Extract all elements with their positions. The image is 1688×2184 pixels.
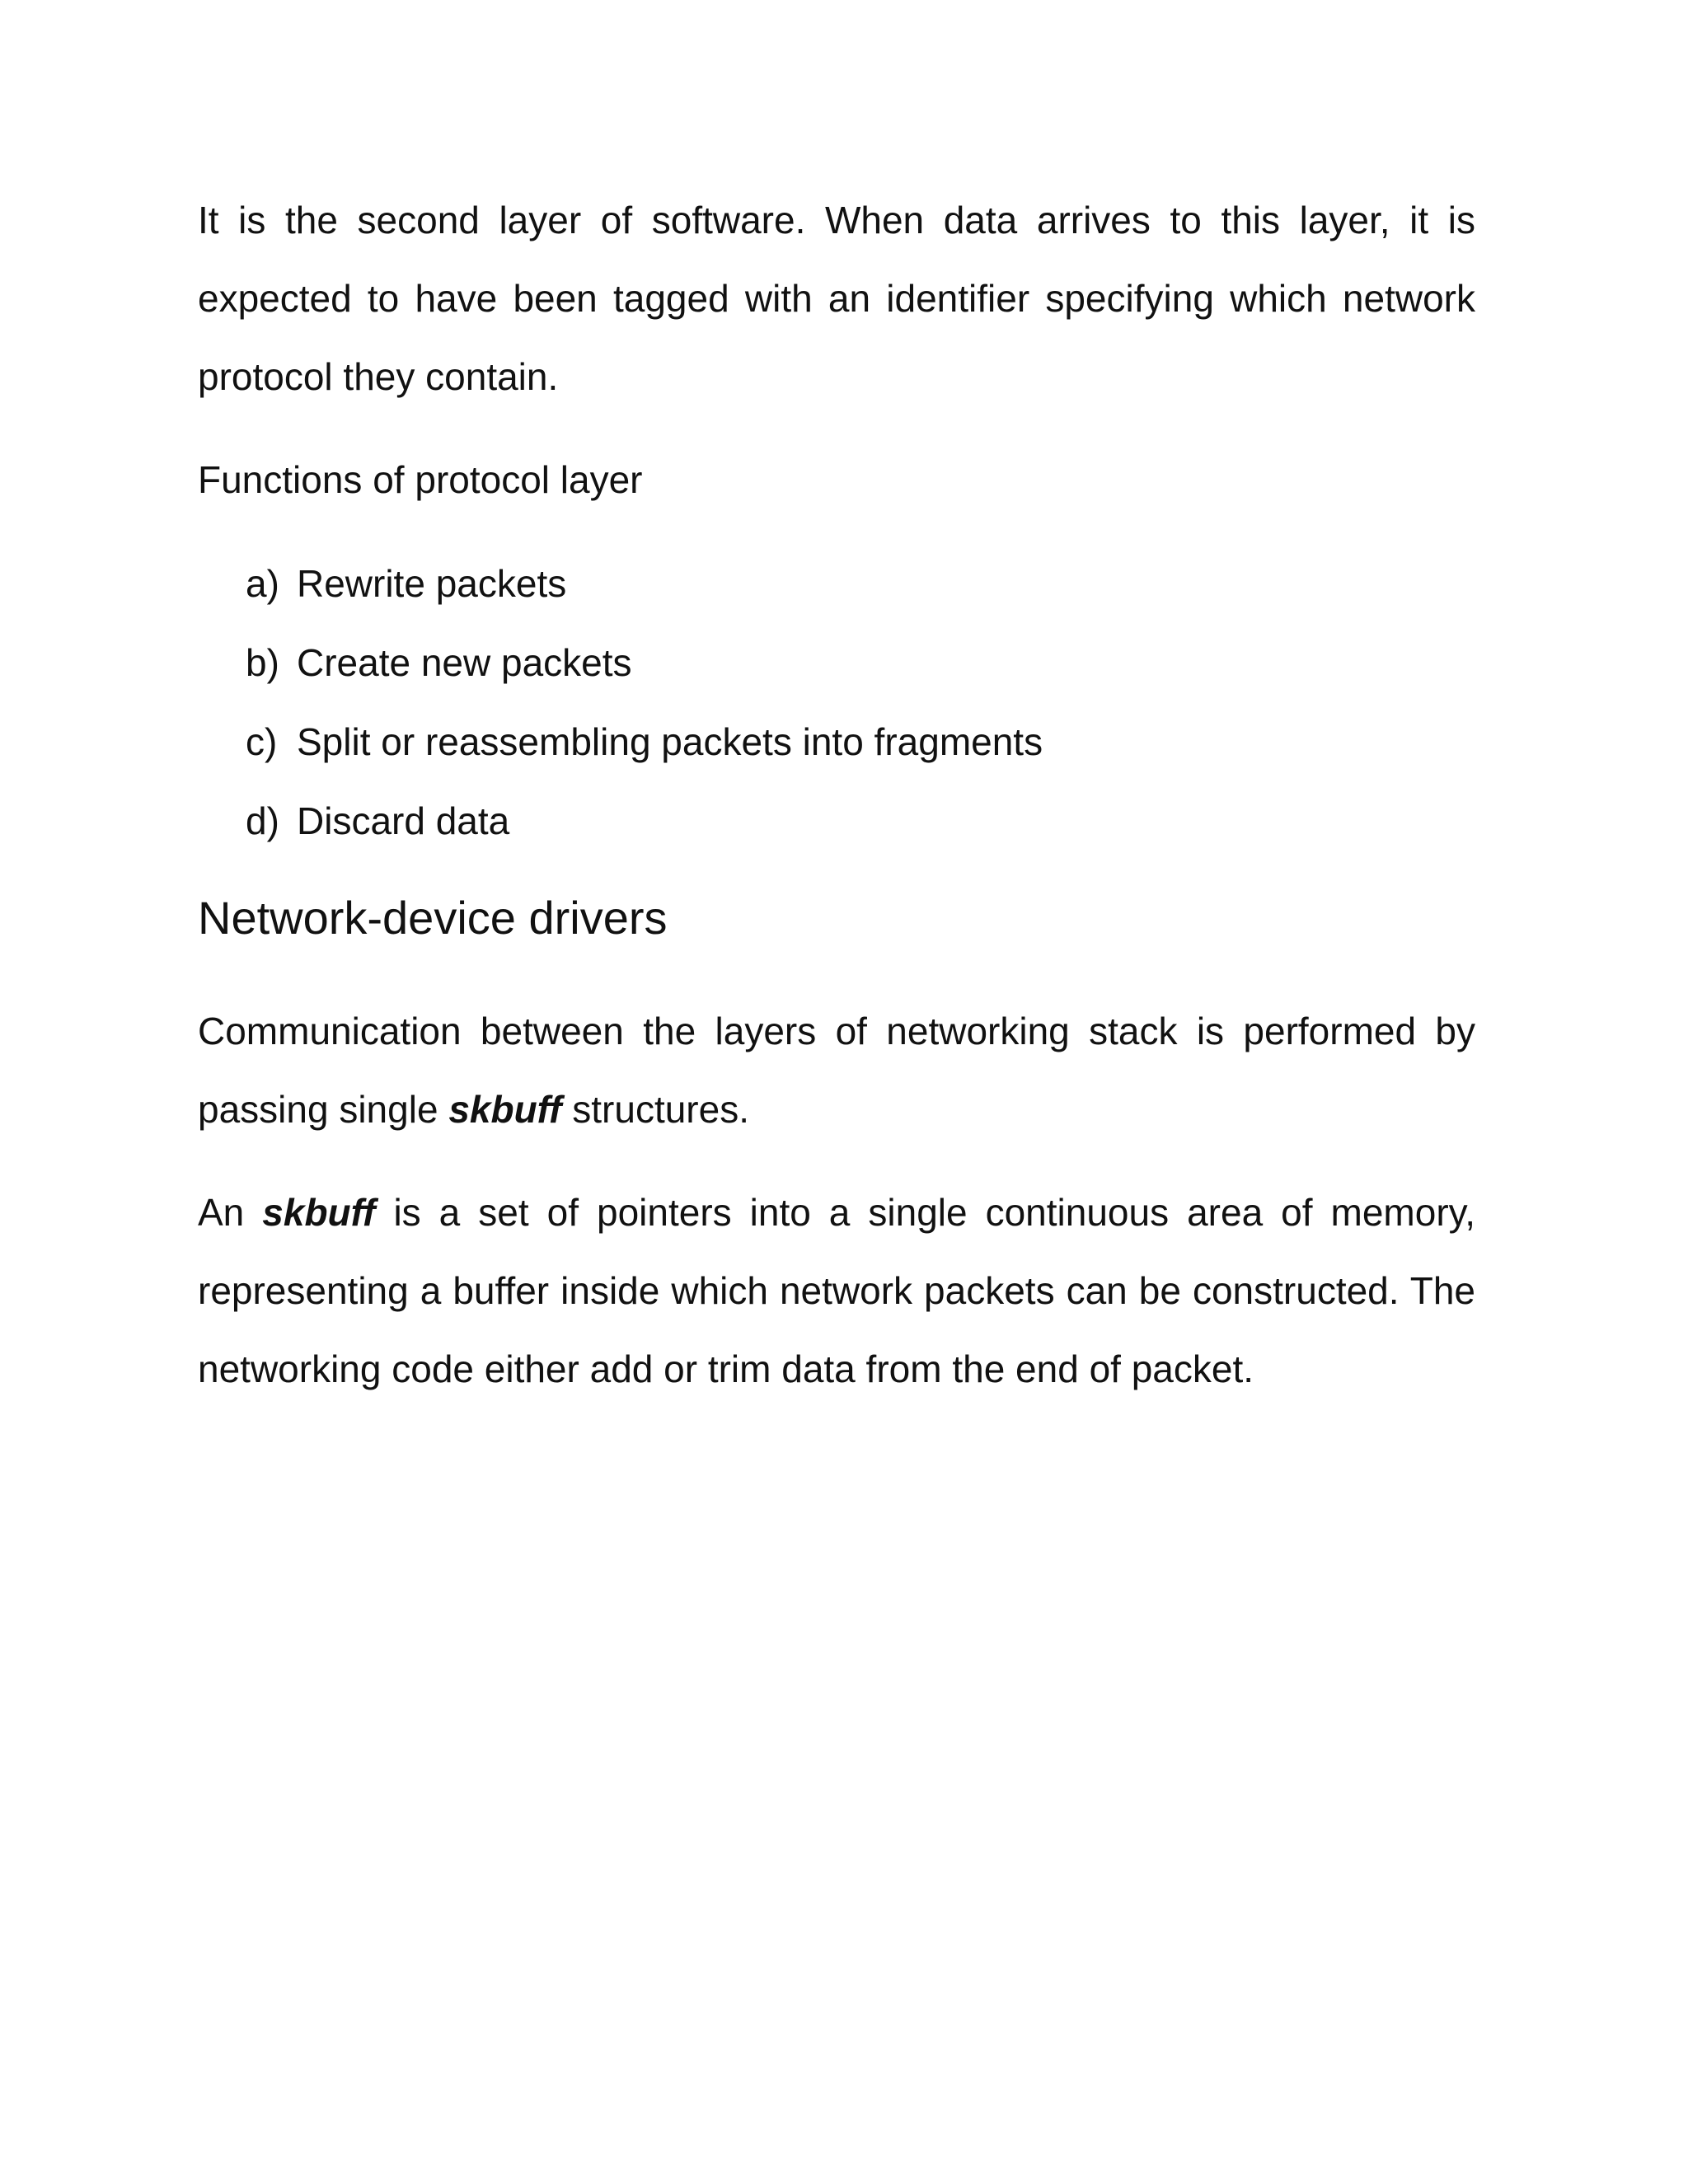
list-item xyxy=(246,544,1475,623)
functions-list xyxy=(198,544,1475,860)
list-item-text: Rewrite packets xyxy=(297,562,567,605)
skbuff-text-before: An xyxy=(198,1191,263,1234)
functions-heading: Functions of protocol layer xyxy=(198,458,643,501)
list-item-text: Split or reassembling packets into fragments xyxy=(297,720,1043,763)
communication-text-before: Communication between the layers of networking stack is performed by passing single xyxy=(198,1010,1475,1131)
list-item xyxy=(246,781,1475,860)
intro-paragraph: It is the second layer of software. When data arrives to this layer, it is expected to have been tagged with an identifier specifying which network protocol they contain. xyxy=(198,199,1475,398)
list-marker: a) xyxy=(246,562,279,605)
skbuff-paragraph xyxy=(198,1174,1475,1408)
skbuff-term: skbuff xyxy=(448,1088,562,1131)
list-marker: d) xyxy=(246,799,279,842)
communication-text-after: structures. xyxy=(561,1088,749,1131)
skbuff-term: skbuff xyxy=(262,1191,376,1234)
section-heading: Network-device drivers xyxy=(198,892,668,944)
communication-paragraph xyxy=(198,992,1475,1149)
list-marker: c) xyxy=(246,720,278,763)
list-item xyxy=(246,623,1475,702)
skbuff-text-after: is a set of pointers into a single continuous area of memory, representing a buffer inside which network packets can be constructed. The networking code either add or trim data from the end of packet. xyxy=(198,1191,1476,1390)
list-item-text: Create new packets xyxy=(297,641,632,684)
list-item xyxy=(246,702,1475,781)
document-page xyxy=(198,181,1475,1433)
list-item-text: Discard data xyxy=(297,799,510,842)
list-marker: b) xyxy=(246,641,279,684)
